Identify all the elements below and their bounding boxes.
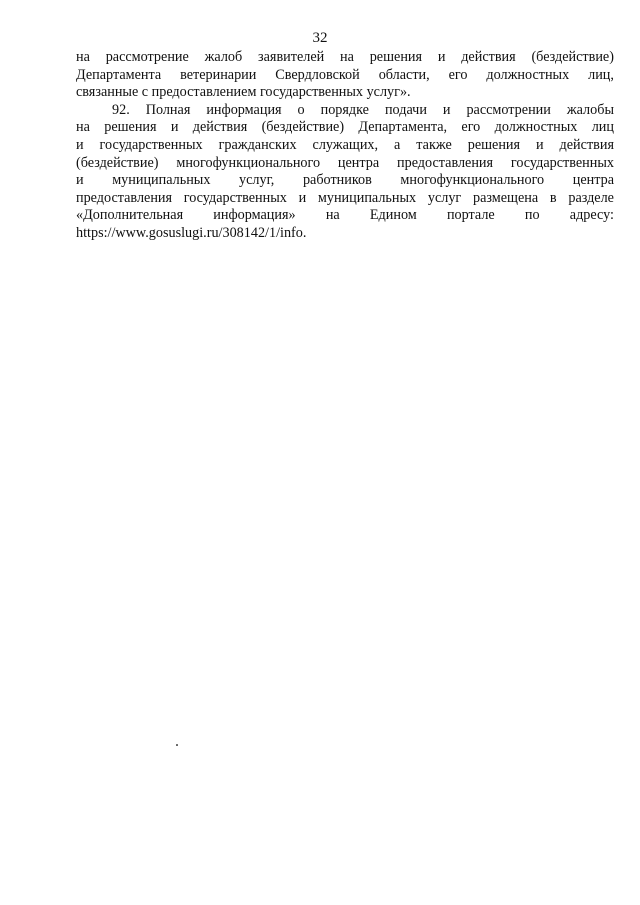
word: многофункционального: [176, 154, 321, 171]
word: на: [76, 49, 90, 65]
word: предоставления: [76, 189, 173, 206]
word: государственных: [183, 189, 287, 206]
scan-speck: [176, 744, 178, 746]
word: информация: [206, 101, 282, 118]
paragraph-92: [76, 102, 614, 243]
text-line: [76, 190, 614, 208]
word: (бездействие): [261, 119, 345, 136]
word: (бездействие): [76, 154, 159, 171]
word: и: [298, 189, 307, 206]
word: должностных: [486, 66, 570, 83]
word: решения: [369, 49, 423, 65]
word: информация»: [213, 207, 296, 224]
word: работников: [302, 172, 372, 189]
word: муниципальных: [317, 189, 417, 206]
text-line: [76, 172, 614, 190]
word: области,: [378, 66, 430, 83]
text-line: https://www.gosuslugi.ru/308142/1/info.: [76, 224, 307, 241]
word: размещена: [472, 189, 539, 206]
word: решения: [104, 119, 157, 136]
word: адресу:: [569, 207, 614, 224]
word: предоставления: [397, 154, 494, 171]
word: действия: [559, 136, 614, 153]
word: Едином: [369, 207, 417, 224]
text-line: [76, 155, 614, 173]
word: на: [325, 207, 340, 224]
word: гражданских: [218, 136, 297, 153]
word: заявителей: [258, 49, 325, 65]
word: многофункционального: [400, 172, 545, 189]
text-line: связанные с предоставлением государственных услуг».: [76, 84, 411, 101]
word: (бездействие): [531, 49, 614, 65]
word: и: [442, 101, 451, 118]
word: Департамента: [76, 66, 162, 83]
word: Полная: [145, 101, 191, 118]
word: также: [416, 136, 452, 153]
word: его: [461, 119, 481, 136]
text-line: [76, 119, 614, 137]
word: услуг,: [239, 172, 275, 189]
word: рассмотрении: [466, 101, 551, 118]
paragraph-1: [76, 49, 614, 102]
document-body: [76, 49, 614, 243]
word: и: [76, 172, 84, 189]
word: «Дополнительная: [76, 207, 184, 224]
word: должностных: [494, 119, 578, 136]
page-number: 32: [312, 30, 328, 46]
word: служащих,: [312, 136, 379, 153]
word: действия: [192, 119, 248, 136]
word: центра: [337, 154, 380, 171]
word: жалобы: [566, 101, 614, 118]
word: Департамента,: [358, 119, 448, 136]
word: услуг: [427, 189, 462, 206]
text-line: [76, 49, 614, 67]
word: на: [76, 119, 90, 136]
word: жалоб: [204, 49, 243, 65]
word: и: [76, 136, 84, 153]
word: и: [536, 136, 544, 153]
word: рассмотрение: [105, 49, 189, 65]
word: на: [340, 49, 354, 65]
word: решения: [467, 136, 521, 153]
text-line: [76, 102, 614, 120]
word: разделе: [568, 189, 614, 206]
text-line: [76, 137, 614, 155]
word: действия: [461, 49, 516, 65]
word: порядке: [320, 101, 369, 118]
word: подачи: [384, 101, 427, 118]
word: 92.: [112, 101, 130, 118]
word: и: [170, 119, 179, 136]
word: ветеринарии: [180, 66, 257, 83]
word: по: [524, 207, 540, 224]
word: а: [394, 136, 401, 153]
word: портале: [446, 207, 495, 224]
text-line: [76, 67, 614, 85]
word: государственных: [99, 136, 203, 153]
word: лиц: [591, 119, 614, 136]
word: центра: [572, 172, 614, 189]
word: его: [448, 66, 468, 83]
word: о: [297, 101, 305, 118]
word: в: [549, 189, 557, 206]
word: лиц,: [588, 66, 614, 83]
word: Свердловской: [275, 66, 360, 83]
word: и: [437, 49, 446, 65]
word: муниципальных: [112, 172, 211, 189]
text-line: [76, 207, 614, 225]
word: государственных: [510, 154, 614, 171]
